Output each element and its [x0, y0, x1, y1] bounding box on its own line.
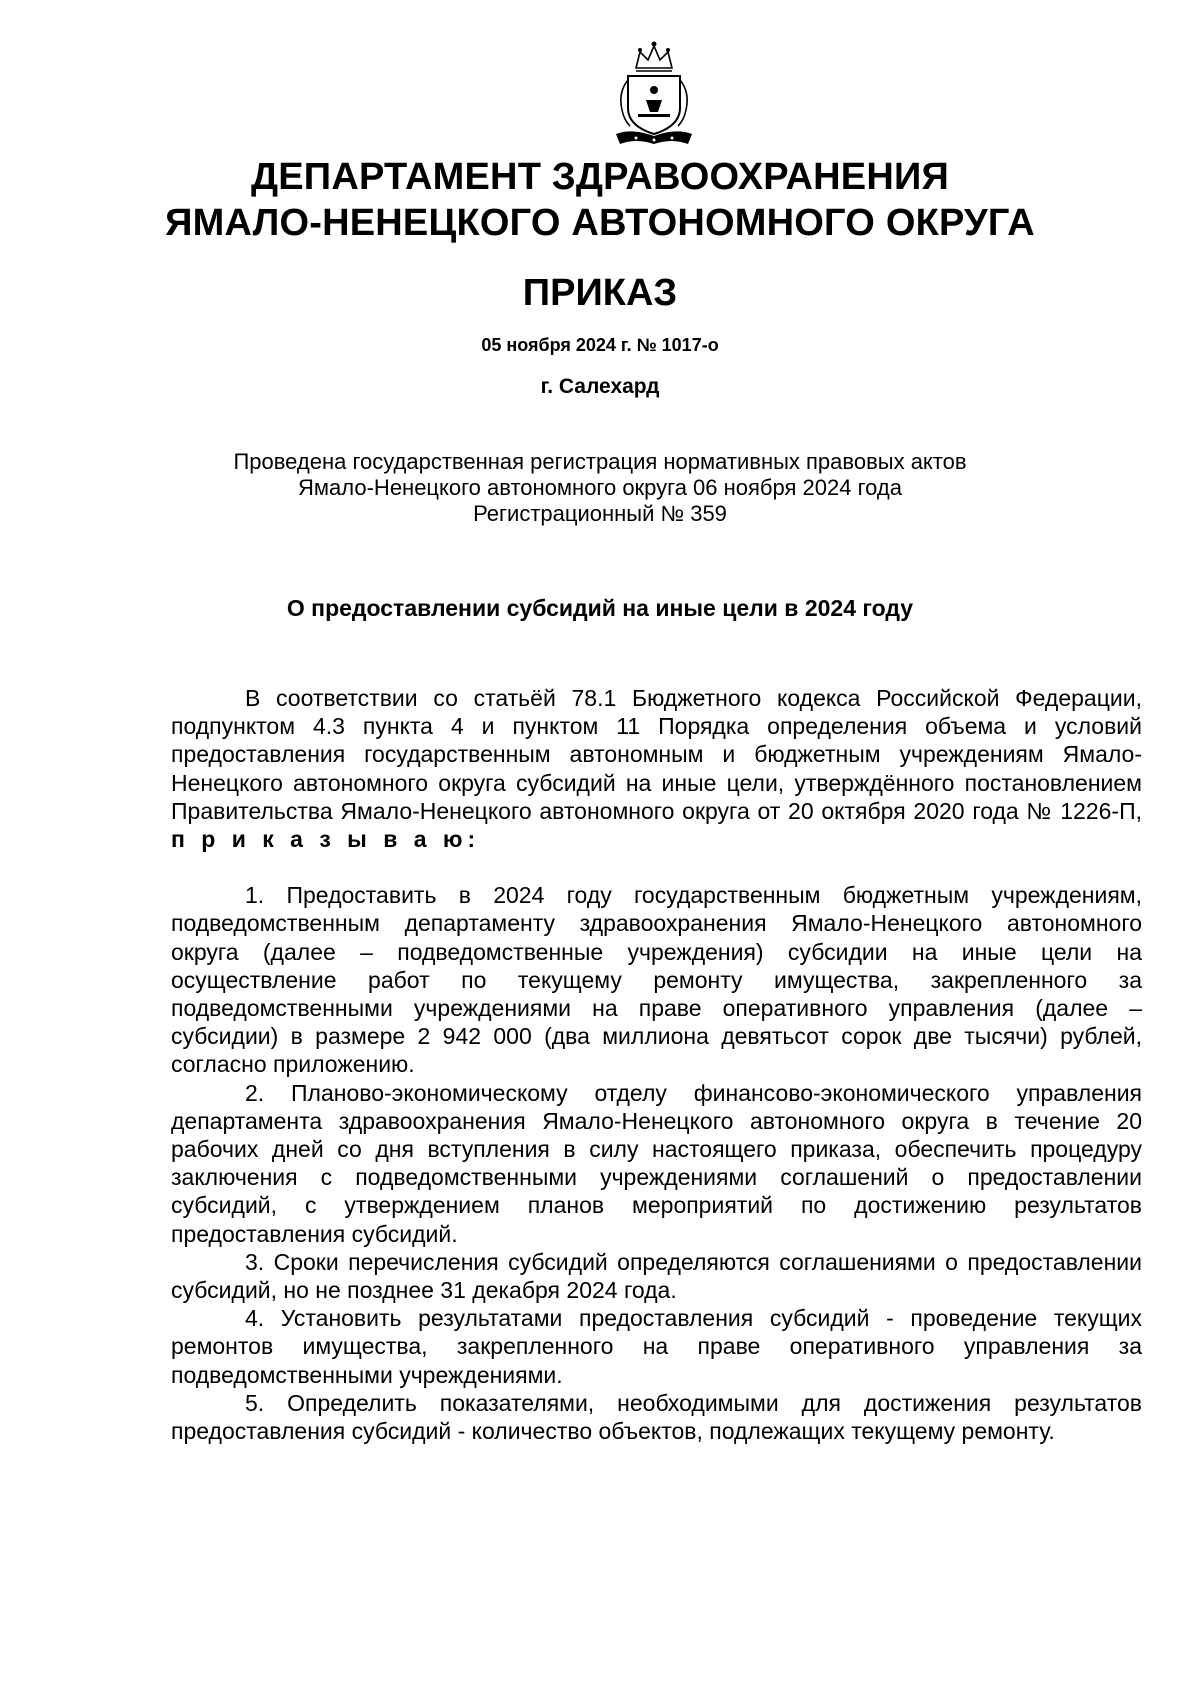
- document-city: г. Салехард: [540, 375, 660, 398]
- department-title-line-1: ДЕПАРТАМЕНТ ЗДРАВООХРАНЕНИЯ: [250, 156, 950, 198]
- preamble-text: В соответствии со статьёй 78.1 Бюджетного кодекса Российской Федерации, подпунктом 4.3 пункта 4 и пунктом 11 Порядка определения объема и условий предоставления государственным автономным и бюджетным учреждениям Ямало-Ненецкого автономного округа субсидий на иные цели, утверждённого постановлением Правительства Ямало-Ненецкого автономного округа от 20 октября 2020 года № 1226-П,: [171, 685, 1142, 824]
- preamble-paragraph: [171, 684, 1142, 853]
- document-date-number: 05 ноября 2024 г. № 1017-о: [481, 335, 719, 355]
- department-title-line-2: ЯМАЛО-НЕНЕЦКОГО АВТОНОМНОГО ОКРУГА: [165, 202, 1035, 244]
- department-title: [0, 154, 1200, 246]
- registration-line-3: Регистрационный № 359: [473, 501, 727, 526]
- coat-of-arms-emblem: [612, 38, 696, 150]
- order-word: п р и к а з ы в а ю:: [171, 826, 481, 853]
- order-item-4: 4. Установить результатами предоставления субсидий - проведение текущих ремонтов имущества, закрепленного на праве оперативного управления за подведомственными учреждениями.: [171, 1305, 1142, 1388]
- registration-line-2: Ямало-Ненецкого автономного округа 06 ноября 2024 года: [298, 475, 902, 500]
- document-subject: О предоставлении субсидий на иные цели в 2024 году: [286, 595, 914, 621]
- document-body: [171, 684, 1142, 1445]
- order-item-5: 5. Определить показателями, необходимыми для достижения результатов предоставления субсидий - количество объектов, подлежащих текущему ремонту.: [171, 1389, 1142, 1445]
- document-type: ПРИКАЗ: [522, 272, 678, 314]
- order-item-2: 2. Планово-экономическому отделу финансово-экономического управления департамента здравоохранения Ямало-Ненецкого автономного округа в течение 20 рабочих дней со дня вступления в силу настоящего приказа, обеспечить процедуру заключения с подведомственными учреждениями соглашений о предоставлении субсидий, с утверждением планов мероприятий по достижению результатов предоставления субсидий.: [171, 1079, 1142, 1247]
- order-item-3: 3. Сроки перечисления субсидий определяются соглашениями о предоставлении субсидий, но не позднее 31 декабря 2024 года.: [171, 1248, 1142, 1304]
- registration-line-1: Проведена государственная регистрация нормативных правовых актов: [233, 449, 967, 474]
- registration-note: [0, 449, 1200, 527]
- order-item-1: 1. Предоставить в 2024 году государственным бюджетным учреждениям, подведомственным департаменту здравоохранения Ямало-Ненецкого автономного округа (далее – подведомственные учреждения) субсидии на иные цели на осуществление работ по текущему ремонту имущества, закрепленного за подведомственными учреждениями на праве оперативного управления (далее – субсидии) в размере 2 942 000 (два миллиона девятьсот сорок две тысячи) рублей, согласно приложению.: [171, 882, 1142, 1078]
